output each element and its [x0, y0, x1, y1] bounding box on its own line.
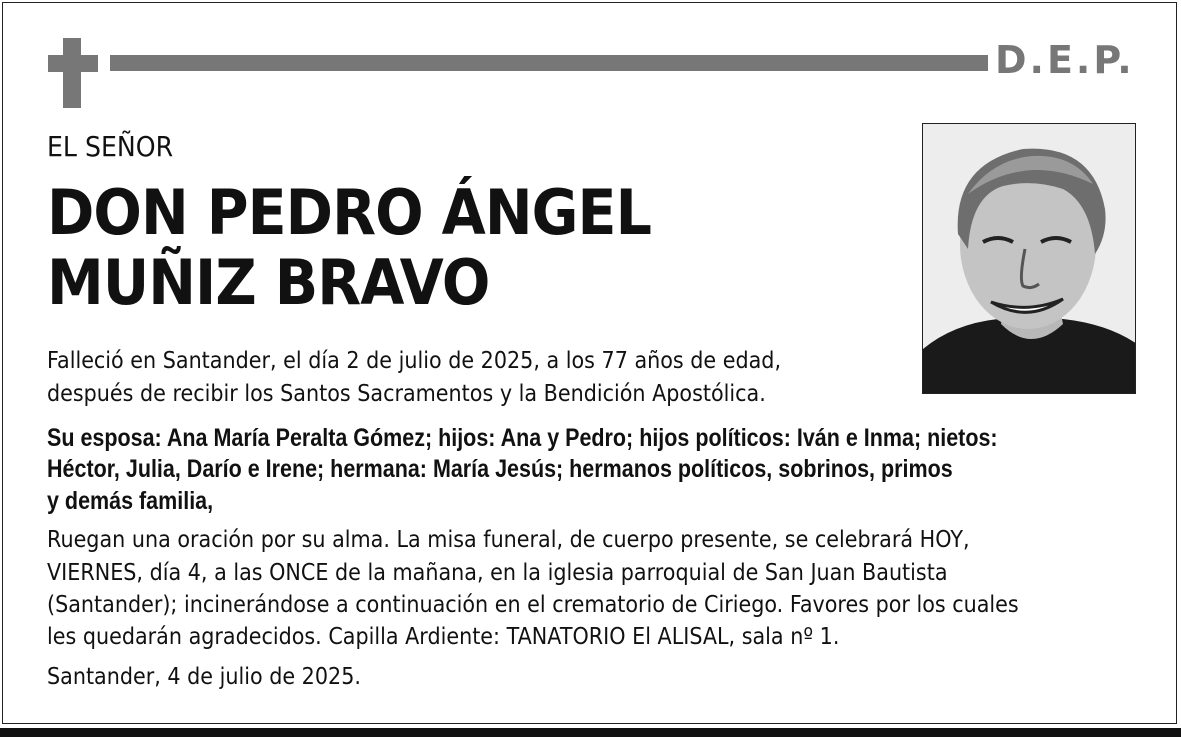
name-line: DON PEDRO ÁNGEL: [47, 176, 652, 249]
service-line: Ruegan una oración por su alma. La misa funeral, de cuerpo presente, se celebrará HOY,: [47, 527, 970, 553]
family-line: y demás familia,: [47, 487, 214, 515]
name-line: MUÑIZ BRAVO: [47, 246, 490, 319]
header-rule: [110, 55, 988, 71]
death-line: después de recibir los Santos Sacramentos y la Bendición Apostólica.: [47, 381, 766, 407]
service-line: (Santander); incinerándose a continuación en el crematorio de Ciriego. Favores por los cuales: [47, 592, 1019, 618]
family-line: Su esposa: Ana María Peralta Gómez; hijos: Ana y Pedro; hijos políticos: Iván e Inma; nietos:: [47, 424, 998, 452]
bottom-rule: [0, 728, 1181, 737]
family-line: Héctor, Julia, Darío e Irene; hermana: María Jesús; hermanos políticos, sobrinos, primos: [47, 455, 953, 483]
death-line: Falleció en Santander, el día 2 de julio de 2025, a los 77 años de edad,: [47, 348, 782, 374]
service-line: VIERNES, día 4, a las ONCE de la mañana, en la iglesia parroquial de San Juan Bautista: [47, 560, 948, 586]
deceased-name: [47, 178, 651, 318]
place-date: Santander, 4 de julio de 2025.: [47, 664, 361, 690]
portrait-photo: [922, 123, 1136, 394]
dep-label: D.E.P.: [995, 38, 1135, 82]
cross-icon: [63, 38, 81, 108]
portrait-illustration: [923, 124, 1136, 394]
honorific: EL SEÑOR: [47, 130, 174, 163]
cross-icon-bar: [48, 55, 98, 72]
service-line: les quedarán agradecidos. Capilla Ardiente: TANATORIO El ALISAL, sala nº 1.: [47, 624, 840, 650]
